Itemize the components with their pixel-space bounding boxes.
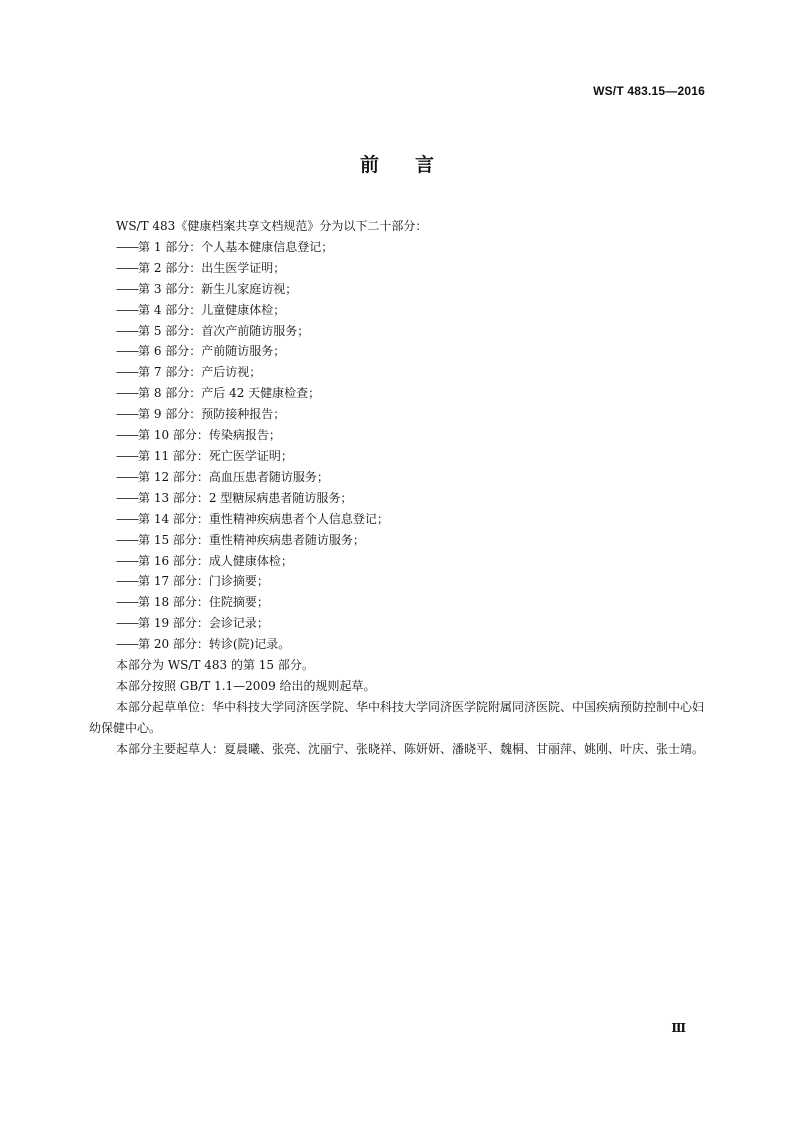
parts-list <box>89 237 706 655</box>
title-char-1: 前 <box>359 154 379 176</box>
list-item-text: 第 18 部分：住院摘要； <box>138 595 269 610</box>
foreword-body <box>89 216 706 760</box>
list-item <box>89 383 706 404</box>
list-item-text: 第 20 部分：转诊(院)记录。 <box>138 637 291 652</box>
list-item-dash: —— <box>116 260 138 275</box>
page-number: Ⅲ <box>671 1021 686 1035</box>
list-item <box>89 551 706 572</box>
list-item-dash: —— <box>116 281 138 296</box>
list-item-text: 第 17 部分：门诊摘要； <box>138 574 269 589</box>
list-item-text: 第 16 部分：成人健康体检； <box>138 553 293 568</box>
list-item <box>89 634 706 655</box>
page-title <box>0 150 794 177</box>
list-item-dash: —— <box>116 239 138 254</box>
list-item <box>89 362 706 383</box>
list-item-text: 第 10 部分：传染病报告； <box>138 428 281 443</box>
list-item-text: 第 15 部分：重性精神疾病患者随访服务； <box>138 532 365 547</box>
list-item-dash: —— <box>116 407 138 422</box>
list-item-text: 第 6 部分：产前随访服务； <box>138 344 286 359</box>
list-item <box>89 279 706 300</box>
list-item-text: 第 5 部分：首次产前随访服务； <box>138 323 310 338</box>
list-item-dash: —— <box>116 553 138 568</box>
list-item-text: 第 19 部分：会诊记录； <box>138 616 269 631</box>
standard-code: WS/T 483.15—2016 <box>593 84 705 98</box>
drafters-statement: 本部分主要起草人：夏晨曦、张亮、沈丽宁、张晓祥、陈妍妍、潘晓平、魏桐、甘丽萍、姚刚、叶庆、张士靖。 <box>116 741 705 756</box>
list-item-dash: —— <box>116 469 138 484</box>
list-item-text: 第 11 部分：死亡医学证明； <box>138 448 293 463</box>
list-item-dash: —— <box>116 386 138 401</box>
list-item <box>89 530 706 551</box>
list-item-dash: —— <box>116 616 138 631</box>
intro-line: WS/T 483《健康档案共享文档规范》分为以下二十部分： <box>116 219 428 233</box>
list-item-dash: —— <box>116 511 138 526</box>
list-item-text: 第 2 部分：出生医学证明； <box>138 260 286 275</box>
list-item <box>89 300 706 321</box>
list-item-text: 第 1 部分：个人基本健康信息登记； <box>138 239 334 254</box>
list-item-text: 第 3 部分：新生儿家庭访视； <box>138 281 298 296</box>
list-item-text: 第 7 部分：产后访视； <box>138 365 262 380</box>
list-item-dash: —— <box>116 365 138 380</box>
list-item <box>89 509 706 530</box>
list-item <box>89 613 706 634</box>
list-item-dash: —— <box>116 323 138 338</box>
title-char-2: 言 <box>415 154 435 176</box>
list-item-dash: —— <box>116 302 138 317</box>
list-item-dash: —— <box>116 344 138 359</box>
list-item <box>89 237 706 258</box>
drafting-rules-statement: 本部分按照 GB/T 1.1—2009 给出的规则起草。 <box>116 678 376 693</box>
list-item-dash: —— <box>116 490 138 505</box>
list-item <box>89 258 706 279</box>
list-item <box>89 488 706 509</box>
list-item <box>89 467 706 488</box>
list-item <box>89 446 706 467</box>
this-part-statement: 本部分为 WS/T 483 的第 15 部分。 <box>116 658 314 673</box>
list-item-text: 第 14 部分：重性精神疾病患者个人信息登记； <box>138 511 389 526</box>
list-item-text: 第 9 部分：预防接种报告； <box>138 407 286 422</box>
list-item-text: 第 8 部分：产后 42 天健康检查； <box>138 386 321 401</box>
list-item <box>89 321 706 342</box>
list-item-text: 第 13 部分：2 型糖尿病患者随访服务； <box>138 490 353 505</box>
list-item-dash: —— <box>116 574 138 589</box>
list-item <box>89 571 706 592</box>
list-item-dash: —— <box>116 428 138 443</box>
list-item-text: 第 12 部分：高血压患者随访服务； <box>138 469 329 484</box>
list-item-dash: —— <box>116 595 138 610</box>
list-item <box>89 341 706 362</box>
list-item-dash: —— <box>116 448 138 463</box>
list-item <box>89 425 706 446</box>
list-item-text: 第 4 部分：儿童健康体检； <box>138 302 286 317</box>
list-item <box>89 404 706 425</box>
drafting-units-statement: 本部分起草单位：华中科技大学同济医学院、华中科技大学同济医学院附属同济医院、中国疾病预防控制中心妇幼保健中心。 <box>89 699 705 735</box>
list-item <box>89 592 706 613</box>
list-item-dash: —— <box>116 637 138 652</box>
list-item-dash: —— <box>116 532 138 547</box>
